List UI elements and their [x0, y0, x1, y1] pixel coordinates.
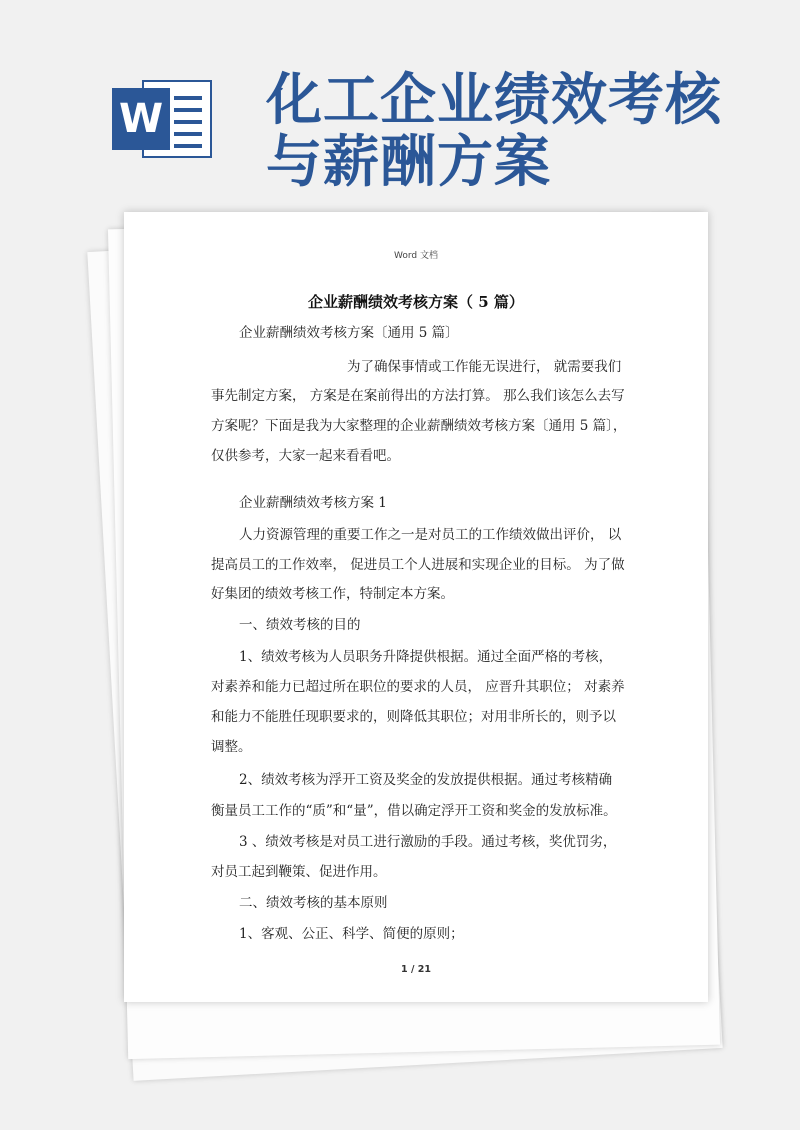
page-number: 1 / 21 [401, 964, 431, 975]
paragraph-line: 2、绩效考核为浮开工资及奖金的发放提供根据。通过考核精确 [239, 772, 613, 788]
banner-title-line-2: 与薪酬方案 [266, 130, 551, 195]
paragraph-line: 对素养和能力已超过所在职位的要求的人员， 应晋升其职位； 对素养 [211, 679, 625, 695]
paragraph-line: 3 、绩效考核是对员工进行激励的手段。通过考核，奖优罚劣， [239, 834, 617, 850]
subsection-heading: 二、绩效考核的基本原则 [239, 895, 388, 911]
word-logo-letter: W [112, 88, 170, 150]
paragraph-line: 为了确保事情或工作能无误进行， 就需要我们 [347, 359, 622, 375]
paragraph-line: 对员工起到鞭策、促进作用。 [211, 864, 387, 880]
paragraph-line: 衡量员工工作的“质”和“量”，借以确定浮开工资和奖金的发放标准。 [211, 803, 617, 819]
document-title: 企业薪酬绩效考核方案（ 5 篇） [308, 293, 524, 311]
paragraph-line: 调整。 [211, 739, 252, 755]
paragraph-line: 和能力不能胜任现职要求的，则降低其职位；对用非所长的，则予以 [211, 709, 616, 725]
paragraph-line: 仅供参考，大家一起来看看吧。 [211, 448, 400, 464]
paragraph-line: 人力资源管理的重要工作之一是对员工的工作绩效做出评价， 以 [239, 527, 622, 543]
section-heading: 企业薪酬绩效考核方案 1 [239, 495, 387, 511]
subsection-heading: 一、绩效考核的目的 [239, 617, 361, 633]
paragraph-line: 1、绩效考核为人员职务升降提供根据。通过全面严格的考核， [239, 649, 613, 665]
paragraph-line: 好集团的绩效考核工作，特制定本方案。 [211, 586, 454, 602]
banner [0, 0, 800, 210]
paragraph-line: 事先制定方案， 方案是在案前得出的方法打算。 那么我们该怎么去写 [211, 388, 625, 404]
paragraph-line: 方案呢？下面是我为大家整理的企业薪酬绩效考核方案〔通用 5 篇〕， [211, 418, 627, 434]
banner-title-line-1: 化工企业绩效考核 [266, 68, 722, 133]
subtitle: 企业薪酬绩效考核方案〔通用 5 篇〕 [239, 325, 459, 341]
paragraph-line: 1、客观、公正、科学、简便的原则； [239, 926, 464, 942]
word-doc-icon [112, 80, 212, 158]
page-header: Word 文档 [394, 251, 438, 261]
document-page [124, 212, 708, 1002]
paragraph-line: 提高员工的工作效率， 促进员工个人进展和实现企业的目标。 为了做 [211, 557, 625, 573]
